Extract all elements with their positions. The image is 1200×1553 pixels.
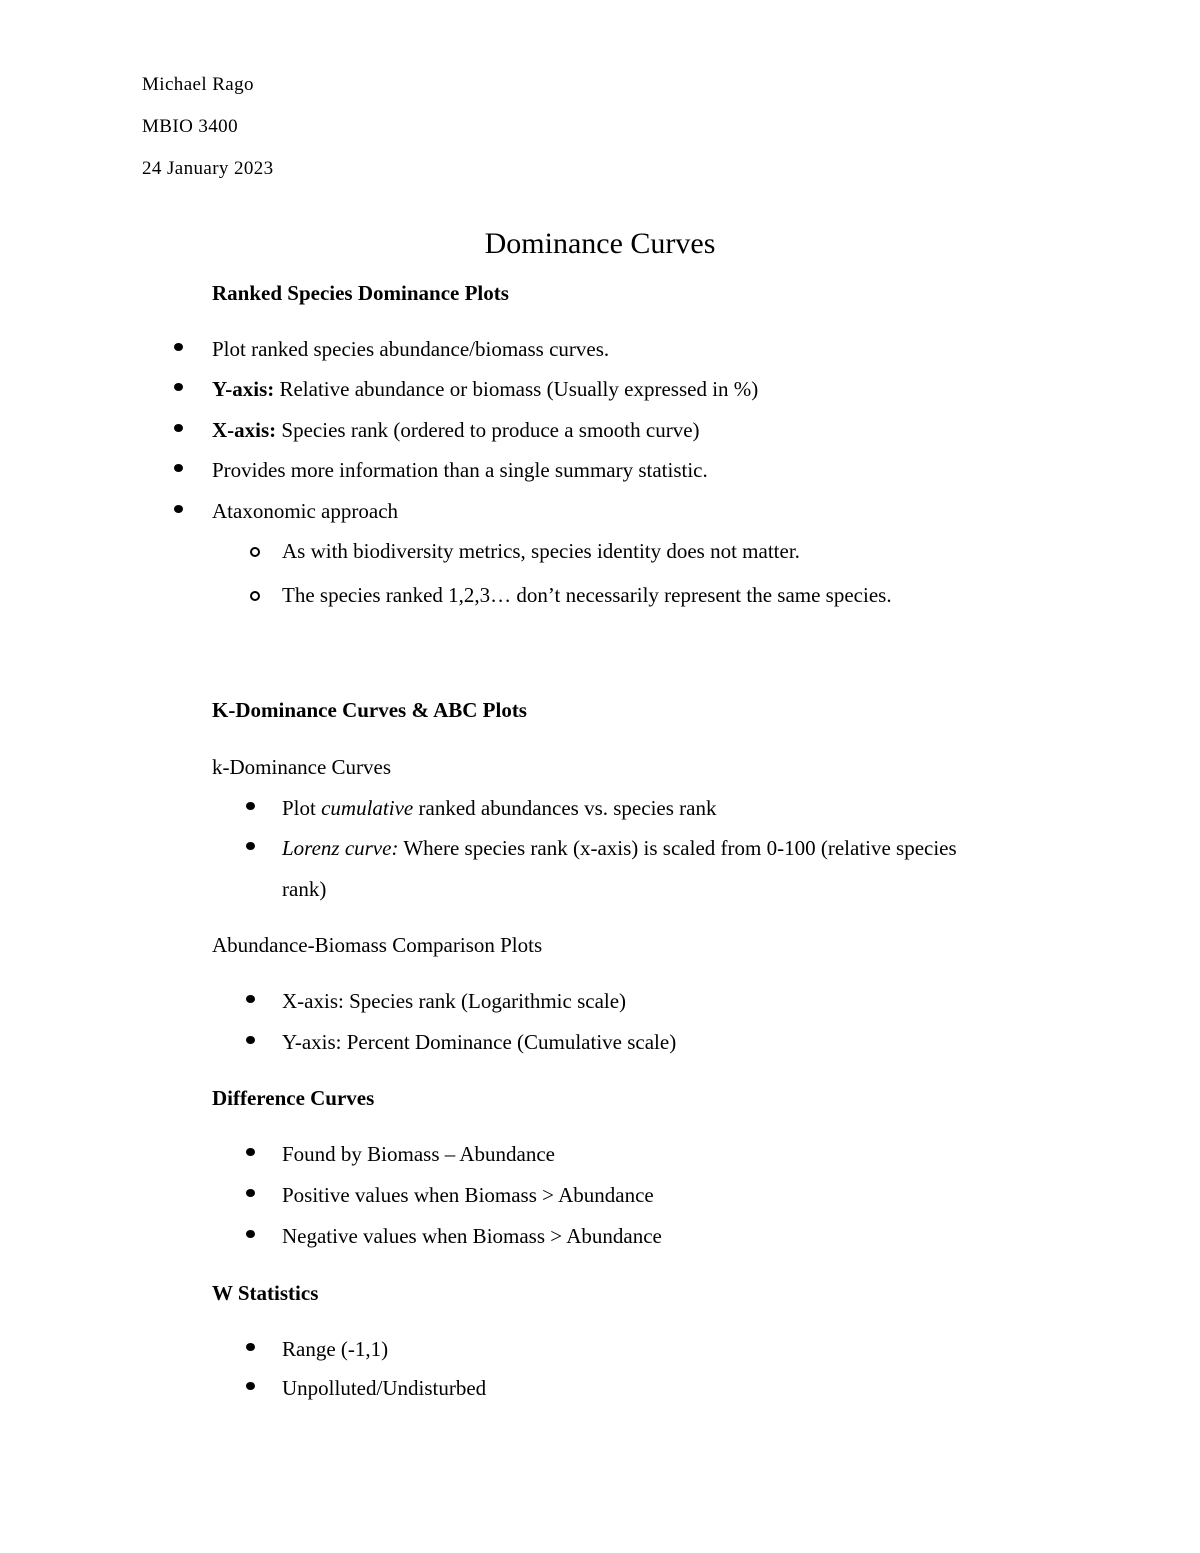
document-date: 24 January 2023 bbox=[142, 158, 274, 179]
section-heading-k-dominance: K-Dominance Curves & ABC Plots bbox=[212, 698, 527, 722]
bullet-icon bbox=[172, 422, 184, 434]
section-heading-w-statistics: W Statistics bbox=[212, 1281, 319, 1305]
list-item: Lorenz curve: Where species rank (x-axis) is scaled from 0-100 (relative species bbox=[282, 836, 957, 860]
bullet-icon bbox=[244, 1341, 256, 1353]
list-item: Ataxonomic approach bbox=[212, 499, 399, 523]
list-item: Plot cumulative ranked abundances vs. species rank bbox=[282, 796, 717, 820]
hollow-bullet-icon bbox=[250, 547, 260, 557]
bullet-icon bbox=[172, 381, 184, 393]
list-item: Positive values when Biomass > Abundance bbox=[282, 1183, 654, 1207]
item-label: X-axis: bbox=[212, 418, 277, 442]
bullet-icon bbox=[244, 993, 256, 1005]
bullet-icon bbox=[244, 1380, 256, 1392]
section-heading-ranked-species: Ranked Species Dominance Plots bbox=[212, 281, 509, 305]
course-code: MBIO 3400 bbox=[142, 116, 238, 137]
bullet-icon bbox=[172, 341, 184, 353]
bullet-icon bbox=[244, 1187, 256, 1199]
bullet-icon bbox=[172, 503, 184, 515]
bullet-icon bbox=[244, 1146, 256, 1158]
list-item: Negative values when Biomass > Abundance bbox=[282, 1224, 662, 1248]
document-title: Dominance Curves bbox=[484, 227, 716, 260]
section-heading-difference-curves: Difference Curves bbox=[212, 1086, 375, 1110]
bullet-icon bbox=[244, 1228, 256, 1240]
list-item: Unpolluted/Undisturbed bbox=[282, 1376, 487, 1400]
list-item: Y-axis: Percent Dominance (Cumulative scale) bbox=[282, 1030, 677, 1054]
list-item-continuation: rank) bbox=[282, 877, 327, 901]
k-dominance-label: k-Dominance Curves bbox=[212, 755, 392, 779]
sub-list-item: The species ranked 1,2,3… don’t necessarily represent the same species. bbox=[282, 583, 892, 607]
bullet-icon bbox=[244, 840, 256, 852]
sub-list-item: As with biodiversity metrics, species identity does not matter. bbox=[282, 539, 800, 563]
bullet-icon bbox=[244, 1034, 256, 1046]
bullet-icon bbox=[244, 800, 256, 812]
abc-plots-label: Abundance-Biomass Comparison Plots bbox=[212, 933, 543, 957]
list-item: Range (-1,1) bbox=[282, 1337, 389, 1361]
list-item: Found by Biomass – Abundance bbox=[282, 1142, 555, 1166]
list-item: Y-axis: Relative abundance or biomass (Usually expressed in %) bbox=[212, 377, 759, 401]
list-item: X-axis: Species rank (Logarithmic scale) bbox=[282, 989, 627, 1013]
author-name: Michael Rago bbox=[142, 74, 254, 95]
hollow-bullet-icon bbox=[250, 591, 260, 601]
list-item: Provides more information than a single summary statistic. bbox=[212, 458, 708, 482]
bullet-icon bbox=[172, 462, 184, 474]
item-label: Y-axis: bbox=[212, 377, 275, 401]
list-item: Plot ranked species abundance/biomass curves. bbox=[212, 337, 610, 361]
list-item: X-axis: Species rank (ordered to produce a smooth curve) bbox=[212, 418, 700, 442]
